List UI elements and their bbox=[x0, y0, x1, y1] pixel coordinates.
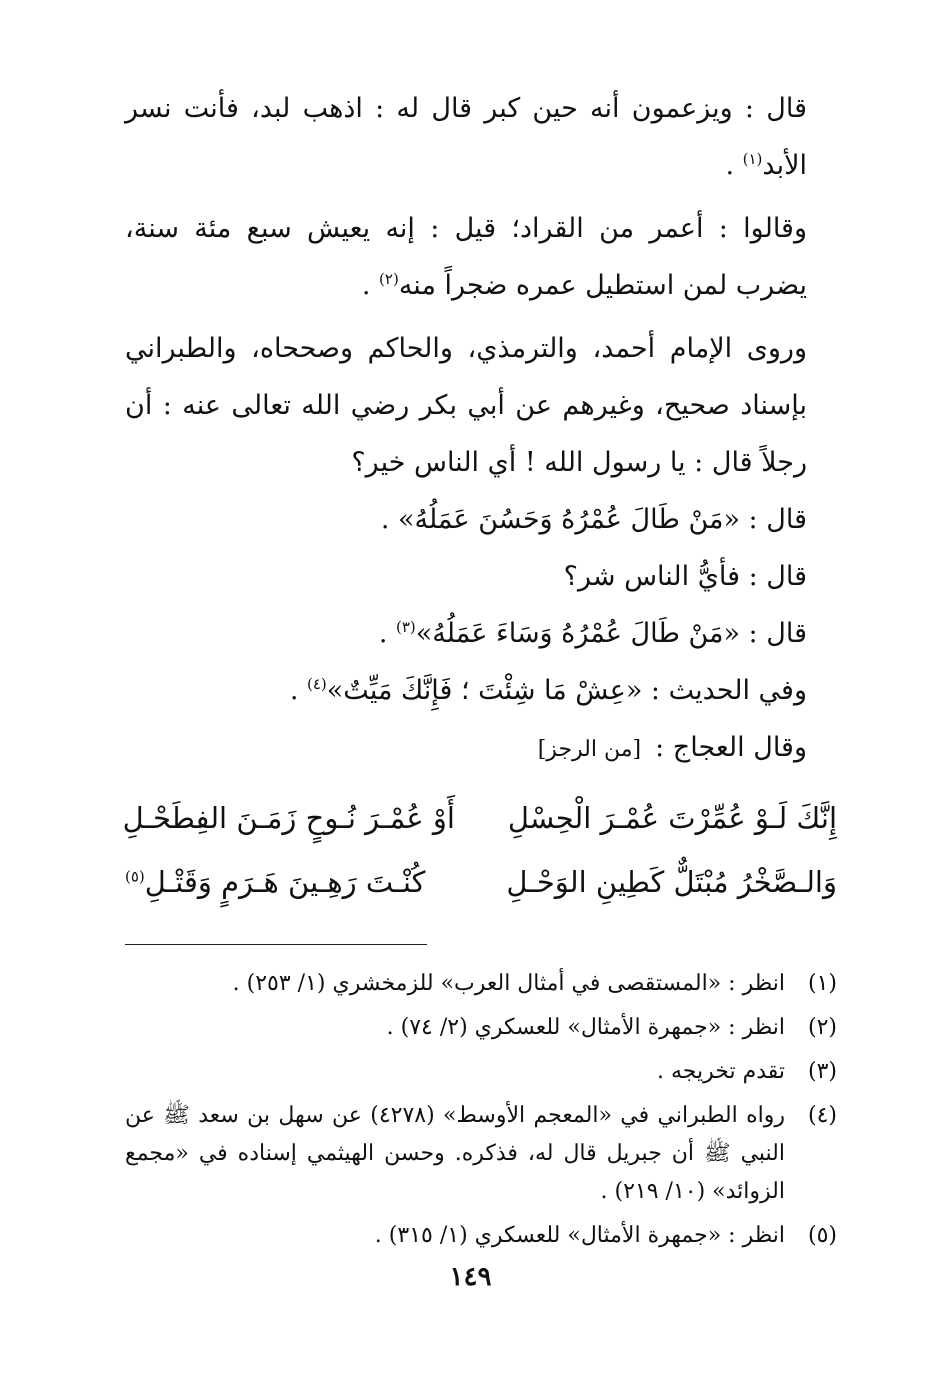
paragraph-2 bbox=[125, 200, 837, 314]
poet-intro bbox=[125, 719, 837, 778]
footnote-ref-5: (٥) bbox=[125, 867, 145, 886]
verse-2-second-hemistich bbox=[125, 865, 455, 899]
dialog-line-1-text: قال : «مَنْ طَالَ عُمْرُهُ وَحَسُنَ عَمَلُهُ» . bbox=[380, 504, 807, 535]
paragraph-1-end: . bbox=[725, 150, 743, 181]
footnote-text: انظر : «المستقصى في أمثال العرب» للزمخشري (١/ ٢٥٣) . bbox=[232, 971, 785, 996]
footnote-text: انظر : «جمهرة الأمثال» للعسكري (٢/ ٧٤) . bbox=[386, 1015, 785, 1040]
footnote-number: (٢) bbox=[807, 1015, 837, 1040]
footnote-number: (٣) bbox=[807, 1059, 837, 1084]
hadith-line bbox=[125, 662, 837, 719]
dialog-line-3-end: . bbox=[378, 618, 396, 649]
footnote-1 bbox=[125, 965, 837, 1003]
paragraph-1-text: قال : ويزعمون أنه حين كبر قال له : اذهب لبد، فأنت نسر الأبد bbox=[125, 93, 807, 181]
footnote-number: (٤) bbox=[807, 1103, 837, 1128]
page-body bbox=[122, 80, 837, 1320]
footnote-ref-3: (٣) bbox=[396, 618, 416, 636]
dialog-line-2-text: قال : فأيُّ الناس شر؟ bbox=[563, 561, 807, 592]
footnote-2 bbox=[125, 1009, 837, 1047]
verse-2-second-text: كُنْـتَ رَهِـينَ هَـرَمٍ وَقَتْـلِ bbox=[144, 865, 426, 899]
paragraph-3-text: وروى الإمام أحمد، والترمذي، والحاكم وصححاه، والطبراني بإسناد صحيح، وغيرهم عن أبي بكر رضي الله تعالى عنه : أن رجلاً قال : يا رسول الله ! أي الناس خير؟ bbox=[125, 333, 807, 478]
footnotes bbox=[125, 965, 837, 1255]
footnote-text: رواه الطبراني في «المعجم الأوسط» (٤٢٧٨) عن سهل بن سعد ﷺ عن النبي ﷺ أن جبريل قال له، فذكره. وحسن الهيثمي إسناده في «مجمع الزوائد» (١٠/ ٢١٩) . bbox=[125, 1103, 785, 1204]
footnote-ref-4: (٤) bbox=[307, 675, 327, 693]
page-number: ١٤٩ bbox=[449, 1262, 492, 1292]
footnote-3 bbox=[125, 1053, 837, 1091]
footnote-text: انظر : «جمهرة الأمثال» للعسكري (١/ ٣١٥) . bbox=[374, 1223, 785, 1248]
verse-2-first-hemistich: وَالـصَّخْرُ مُبْتَلٌّ كَطِينِ الوَحْـلِ bbox=[506, 865, 837, 899]
footnote-divider bbox=[125, 944, 427, 945]
hadith-line-text: وفي الحديث : «عِشْ مَا شِئْتَ ؛ فَإِنَّكَ مَيِّتٌ» bbox=[326, 675, 807, 706]
poet-intro-text: وقال العجاج : bbox=[655, 732, 807, 763]
footnote-4 bbox=[125, 1097, 837, 1211]
meter-label: [من الرجز] bbox=[537, 737, 642, 762]
footnote-5 bbox=[125, 1217, 837, 1255]
footnote-ref-1: (١) bbox=[742, 150, 763, 168]
verse-1-first-hemistich: إِنَّكَ لَـوْ عُمِّرْتَ عُمْـرَ الْحِسْلِ bbox=[507, 801, 837, 835]
dialog-line-2 bbox=[125, 548, 837, 605]
dialog-line-1 bbox=[125, 491, 837, 548]
footnote-number: (١) bbox=[807, 971, 837, 996]
dialog-line-3 bbox=[125, 605, 837, 662]
dialog-line-3-text: قال : «مَنْ طَالَ عُمْرُهُ وَسَاءَ عَمَلُهُ» bbox=[415, 618, 807, 649]
hadith-line-end: . bbox=[289, 675, 307, 706]
paragraph-2-end: . bbox=[361, 270, 380, 301]
footnote-number: (٥) bbox=[807, 1223, 837, 1248]
paragraph-3 bbox=[125, 320, 837, 491]
paragraph-1 bbox=[125, 80, 837, 194]
verse-row-1 bbox=[122, 786, 837, 850]
footnote-text: تقدم تخريجه . bbox=[657, 1059, 785, 1084]
paragraph-2-text: وقالوا : أعمر من القراد؛ قيل : إنه يعيش سبع مئة سنة، يضرب لمن استطيل عمره ضجراً منه bbox=[125, 213, 807, 301]
poem bbox=[122, 786, 837, 914]
verse-row-2 bbox=[125, 850, 837, 914]
footnote-ref-2: (٢) bbox=[379, 270, 399, 288]
verse-1-second-hemistich: أَوْ عُمْـرَ نُـوحٍ زَمَـنَ الفِطَحْـلِ bbox=[122, 801, 455, 835]
